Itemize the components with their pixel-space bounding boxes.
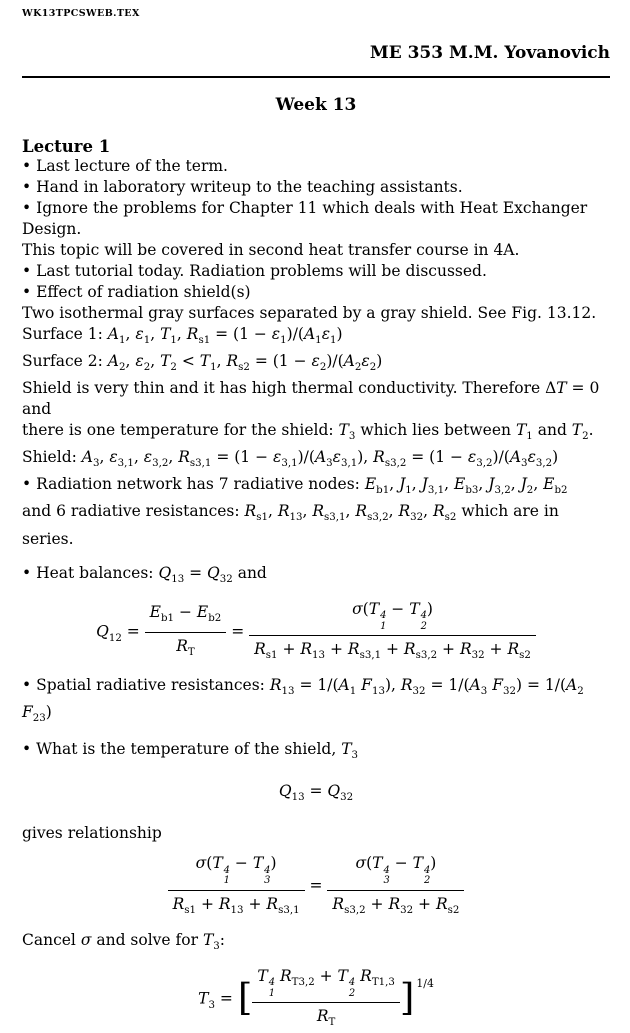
line-shield-temperature: there is one temperature for the shield: $T_3$ which lies between $T_1$ and $T_2$. (22, 421, 594, 443)
line-gives-relationship: gives relationship (22, 824, 162, 843)
bullet-heat-balances: • Heat balances: $Q_{13} = Q_{32}$ and (22, 563, 267, 585)
bullet-ignore-chapter11: • Ignore the problems for Chapter 11 which deals with Heat Exchanger Design. (22, 199, 588, 238)
equation-shield-relation: σ(T 4 1 − T 4 3 ) $R_{s1} + R_{13} + R_{s3,1}$ = σ(T 4 3 − T 4 2 ) $R_{s3,2} + R_{32} + R_{s2}$ (22, 853, 610, 920)
filename-label: WK13TPCSWEB.TEX (22, 8, 140, 19)
bullet-last-lecture: • Last lecture of the term. (22, 157, 228, 175)
line-cancel-sigma: Cancel σ and solve for $T_3$: (22, 930, 226, 952)
line-shield-thin: Shield is very thin and it has high thermal conductivity. Therefore ΔT = 0 and (22, 379, 600, 419)
equation-q12: $Q_{12}$ = $\frac{E_{b1} - E_{b2}}{R_T}$ = σ(T 4 1 − T 4 2 ) $R_{s1} + R_{13} + R_{s3,1} + R_{s3,2} + R_{32} + R_{s2}$ (22, 599, 610, 666)
bullet-shield-effect: • Effect of radiation shield(s) (22, 283, 251, 301)
bullet-spatial-resistances: • Spatial radiative resistances: $R_{13} = 1/(A_1$ $F_{13}$), $R_{32} = 1/(A_3$ $F_{32}) = 1/(A_2$ $F_{23}$) (22, 676, 584, 725)
line-shield-properties: Shield: $A_3$, $\varepsilon_{3,1}$, $\varepsilon_{3,2}$, $R_{s3,1} = (1 - \varepsilon_{3,1})/(A_3\varepsilon_{3,1})$, $R_{s3,2} = (1 - \varepsilon_{3,2})/(A_3\varepsilon_{3,2})$ (22, 448, 559, 470)
week-title: Week 13 (275, 95, 357, 115)
bullet-shield-temp-question: • What is the temperature of the shield, $T_3$ (22, 740, 359, 762)
bullet-last-tutorial: • Last tutorial today. Radiation problems will be discussed. (22, 262, 487, 280)
header-rule (22, 76, 610, 78)
course-header: ME 353 M.M. Yovanovich (369, 43, 610, 63)
line-two-surfaces: Two isothermal gray surfaces separated by a gray shield. See Fig. 13.12. (22, 304, 597, 322)
equation-q13-q32: $Q_{13} = Q_{32}$ (278, 782, 354, 804)
bullet-hand-in: • Hand in laboratory writeup to the teaching assistants. (22, 178, 463, 196)
line-topic-4a: This topic will be covered in second heat transfer course in 4A. (22, 241, 520, 259)
bullet-network-nodes: • Radiation network has 7 radiative nodes: $E_{b1}$, $J_1$, $J_{3,1}$, $E_{b3}$, $J_{3,2}$, $J_2$, $E_{b2}$ (22, 475, 568, 497)
equation-t3-solution: $T_3$ = [ T 4 1 $R_{T3,2} + T$ 4 2 $R_{T1,3}$ $R_T$ ] $^{1/4}$ (22, 966, 610, 1033)
line-surface-2: Surface 2: $A_2$, $\varepsilon_2$, $T_2 < T_1$, $R_{s2} = (1 - \varepsilon_2)/(A_2\varepsilon_2)$ (22, 352, 383, 374)
line-resistances-series: and 6 radiative resistances: $R_{s1}$, $R_{13}$, $R_{s3,1}$, $R_{s3,2}$, $R_{32}$, $R_{s2}$ which are in series. (22, 502, 559, 548)
line-surface-1: Surface 1: $A_1$, $\varepsilon_1$, $T_1$, $R_{s1} = (1 - \varepsilon_1)/(A_1\varepsilon_1)$ (22, 325, 343, 347)
lecture-heading: Lecture 1 (22, 137, 111, 156)
